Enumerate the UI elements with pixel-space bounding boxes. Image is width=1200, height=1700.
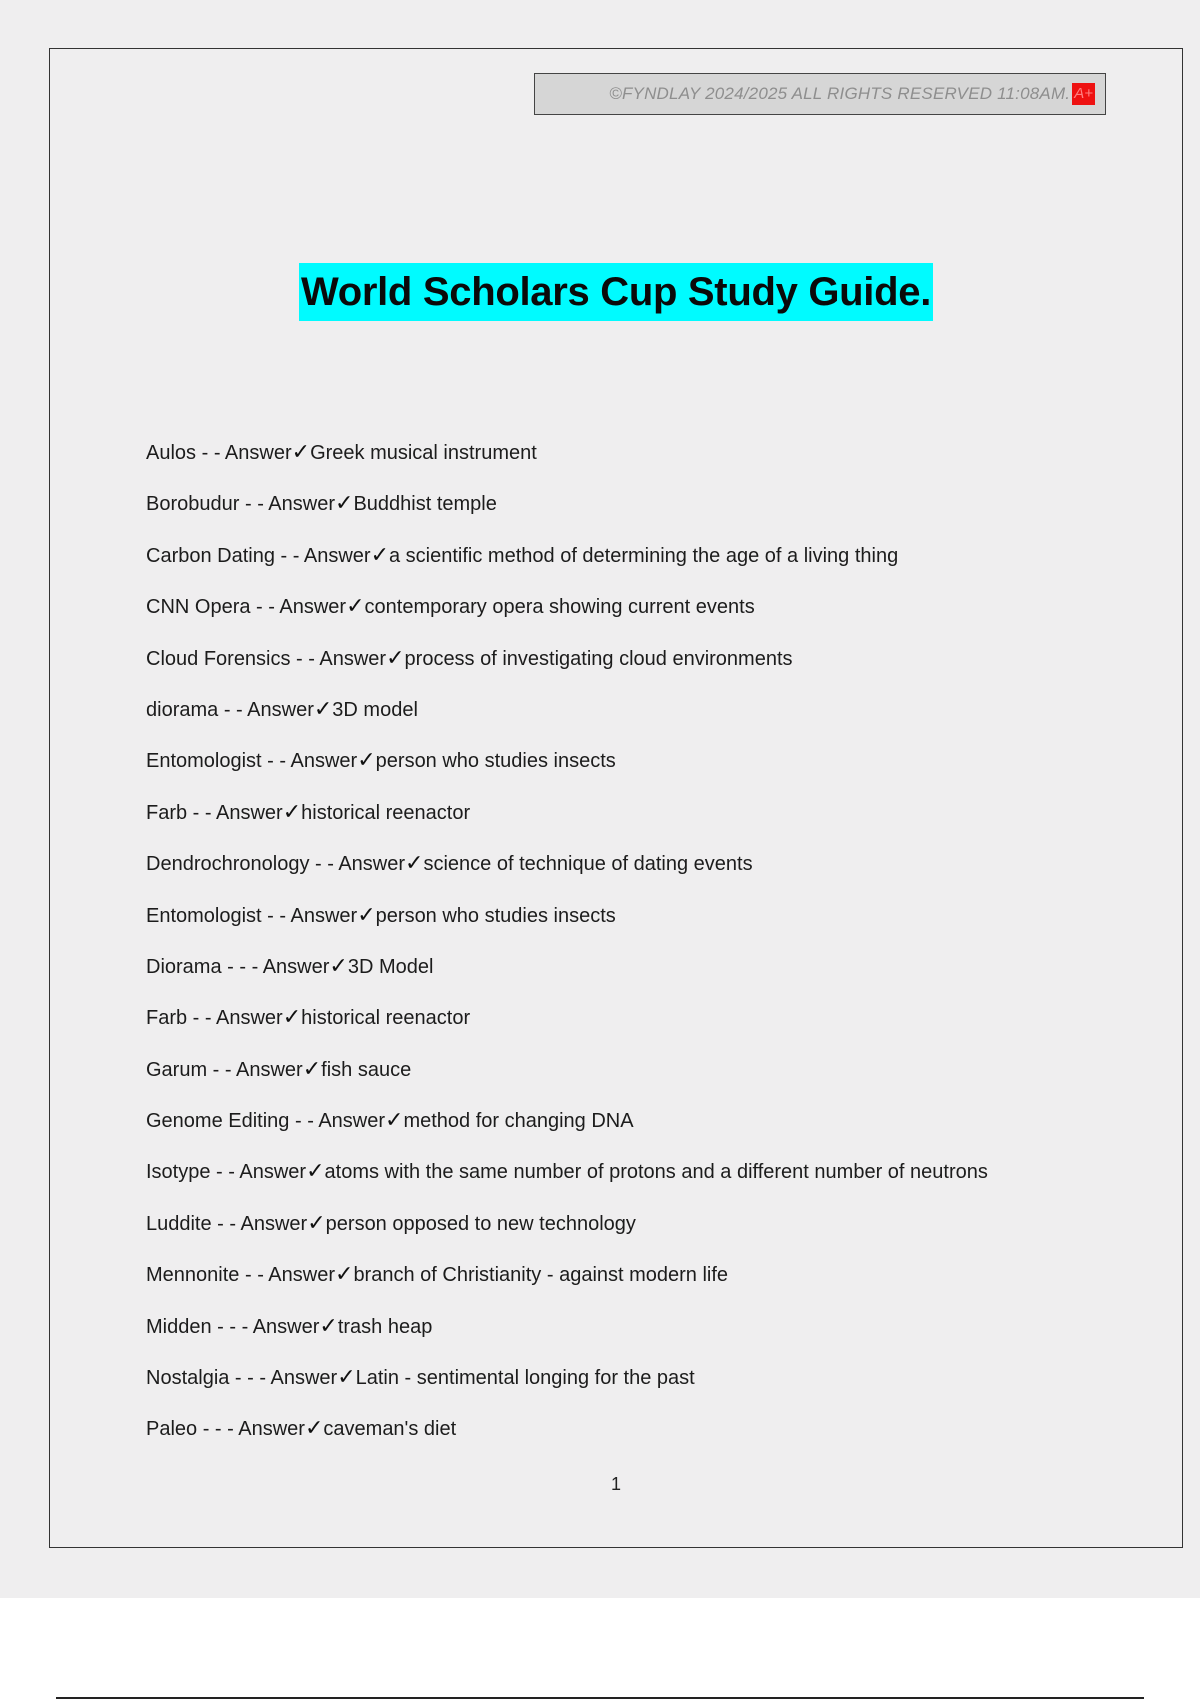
qa-definition: branch of Christianity - against modern life [353, 1264, 729, 1287]
qa-item [146, 1359, 988, 1410]
qa-answer-label: - Answer [308, 647, 387, 670]
qa-term: Farb - [146, 801, 200, 824]
qa-definition: caveman's diet [323, 1418, 457, 1441]
checkmark-icon: ✓ [386, 644, 405, 670]
qa-answer-label: - Answer [327, 853, 406, 876]
qa-item [146, 691, 988, 742]
qa-definition: atoms with the same number of protons and a different number of neutrons [324, 1161, 988, 1184]
qa-definition: process of investigating cloud environments [404, 647, 793, 670]
checkmark-icon: ✓ [337, 1364, 356, 1390]
qa-answer-label: - Answer [204, 801, 283, 824]
checkmark-icon: ✓ [357, 747, 376, 773]
copyright-banner [534, 73, 1106, 115]
checkmark-icon: ✓ [302, 1055, 322, 1081]
qa-definition: Buddhist temple [353, 493, 497, 516]
title-container [50, 263, 1182, 321]
qa-term: Luddite - [146, 1212, 224, 1235]
checkmark-icon: ✓ [282, 1004, 302, 1030]
checkmark-icon: ✓ [329, 952, 348, 978]
qa-item [146, 434, 988, 485]
qa-definition: science of technique of dating events [423, 853, 753, 876]
qa-definition: Latin - sentimental longing for the past [355, 1367, 695, 1390]
qa-item [146, 1102, 988, 1153]
qa-definition: 3D Model [347, 955, 434, 978]
checkmark-icon: ✓ [385, 1107, 404, 1133]
copyright-text: ©FYNDLAY 2024/2025 ALL RIGHTS RESERVED 11:08AM. [609, 84, 1071, 103]
qa-term: Garum - [146, 1058, 220, 1081]
qa-definition: Greek musical instrument [310, 442, 537, 464]
qa-answer-label: - Answer [268, 596, 347, 619]
qa-answer-label: - Answer [292, 544, 371, 567]
qa-term: diorama - [146, 698, 231, 721]
qa-item [146, 1308, 988, 1359]
checkmark-icon: ✓ [335, 1261, 354, 1287]
qa-term: CNN Opera - [146, 596, 263, 619]
grade-badge: A+ [1072, 83, 1095, 105]
checkmark-icon: ✓ [306, 1158, 325, 1184]
qa-answer-label: - Answer [228, 1161, 307, 1184]
qa-item [146, 485, 988, 536]
qa-item [146, 1153, 988, 1204]
qa-answer-label: - Answer [224, 1058, 303, 1081]
checkmark-icon: ✓ [304, 1415, 324, 1441]
qa-item [146, 742, 988, 793]
qa-definition: method for changing DNA [403, 1110, 634, 1133]
checkmark-icon: ✓ [307, 1209, 326, 1235]
qa-term: Nostalgia - - [146, 1367, 254, 1390]
qa-definition: contemporary opera showing current events [364, 596, 755, 619]
qa-definition: 3D model [332, 698, 418, 721]
qa-answer-label: - Answer [257, 493, 335, 516]
qa-answer-label: - Answer [204, 1007, 283, 1030]
checkmark-icon: ✓ [319, 1312, 338, 1338]
qa-answer-label: - Answer [257, 1264, 335, 1287]
next-page-header-rule [56, 1697, 1144, 1699]
checkmark-icon: ✓ [291, 439, 311, 464]
checkmark-icon: ✓ [346, 593, 365, 619]
page-title: World Scholars Cup Study Guide. [299, 263, 933, 321]
qa-term: Diorama - - [146, 955, 247, 978]
checkmark-icon: ✓ [335, 490, 354, 516]
qa-answer-label: - Answer [241, 1315, 320, 1338]
qa-item [146, 1205, 988, 1256]
qa-definition: historical reenactor [301, 1007, 471, 1030]
qa-definition: a scientific method of determining the age of a living thing [389, 544, 899, 567]
qa-answer-label: - Answer [279, 750, 358, 773]
checkmark-icon: ✓ [313, 695, 333, 721]
qa-item [146, 537, 988, 588]
qa-item [146, 948, 988, 999]
qa-item [146, 1051, 988, 1102]
qa-item [146, 588, 988, 639]
qa-term: Dendrochronology - [146, 853, 322, 876]
qa-answer-label: - Answer [259, 1367, 338, 1390]
qa-answer-label: - Answer [213, 442, 292, 464]
qa-answer-label: - Answer [236, 698, 314, 721]
checkmark-icon: ✓ [282, 798, 302, 824]
qa-definition: person opposed to new technology [325, 1212, 636, 1235]
qa-answer-label: - Answer [251, 955, 330, 978]
qa-answer-label: - Answer [229, 1212, 308, 1235]
checkmark-icon: ✓ [370, 541, 389, 567]
qa-term: Isotype - [146, 1161, 223, 1184]
qa-answer-label: - Answer [279, 904, 358, 927]
qa-item [146, 1256, 988, 1307]
qa-definition: fish sauce [321, 1058, 412, 1081]
qa-term: Farb - [146, 1007, 200, 1030]
qa-definition: person who studies insects [375, 904, 616, 927]
qa-term: Paleo - - [146, 1418, 222, 1441]
qa-item [146, 1410, 988, 1461]
qa-answer-label: - Answer [227, 1418, 305, 1441]
qa-term: Carbon Dating - [146, 544, 288, 567]
qa-item [146, 845, 988, 896]
qa-list [146, 434, 988, 1462]
qa-item [146, 640, 988, 691]
qa-definition: trash heap [337, 1315, 433, 1338]
qa-term: Borobudur - [146, 493, 252, 516]
qa-term: Aulos - [146, 442, 209, 464]
checkmark-icon: ✓ [405, 850, 424, 876]
qa-item [146, 999, 988, 1050]
checkmark-icon: ✓ [357, 901, 376, 927]
document-page [49, 48, 1183, 1548]
qa-item [146, 794, 988, 845]
qa-term: Genome Editing - [146, 1110, 302, 1133]
qa-definition: person who studies insects [375, 750, 616, 773]
qa-definition: historical reenactor [301, 801, 471, 824]
qa-term: Entomologist - [146, 750, 274, 773]
qa-term: Entomologist - [146, 904, 274, 927]
qa-item [146, 897, 988, 948]
qa-term: Midden - - [146, 1315, 237, 1338]
qa-term: Mennonite - [146, 1264, 252, 1287]
qa-term: Cloud Forensics - [146, 647, 303, 670]
page-number: 1 [610, 1474, 621, 1494]
qa-answer-label: - Answer [307, 1110, 386, 1133]
